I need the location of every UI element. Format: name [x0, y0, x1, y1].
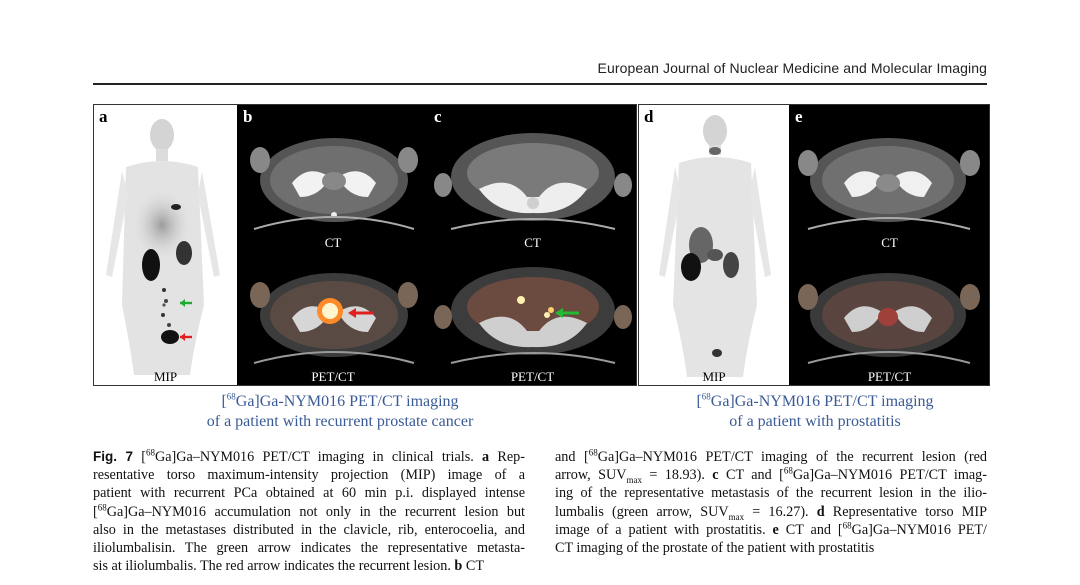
- panel-b-petct-label: PET/CT: [311, 369, 355, 384]
- journal-title: European Journal of Nuclear Medicine and Molecular Imaging: [597, 60, 987, 76]
- caption-text: patient with recurrent PCa obtained at 60 min p.i. displayed intense: [93, 485, 525, 502]
- panel-a-label: MIP: [153, 369, 178, 384]
- caption-line: [555, 448, 987, 466]
- panel-c-petct-label: PET/CT: [510, 369, 555, 384]
- group-caption-left: [150, 392, 530, 432]
- superscript: 68: [97, 501, 107, 512]
- panel-reference: a: [482, 449, 490, 465]
- panel-reference: d: [816, 503, 825, 520]
- caption-text: CT and [: [718, 467, 784, 484]
- caption-line: [93, 521, 525, 539]
- caption-text: = 18.93).: [641, 467, 713, 484]
- superscript: 68: [588, 447, 598, 458]
- caption-text: Ga]Ga-NYM016 PET/CT imaging: [710, 393, 934, 410]
- caption-line: [93, 448, 525, 466]
- caption-text: [: [93, 503, 98, 520]
- panel-b-ct-label: CT: [324, 235, 342, 250]
- caption-bracket: [: [221, 393, 227, 410]
- caption-text: Representative torso MIP: [824, 503, 987, 520]
- caption-text: Ga]Ga-NYM016 PET/CT imaging: [235, 393, 459, 410]
- caption-text: Ga]Ga–NYM016 PET/CT imag-: [792, 467, 987, 484]
- caption-text: image of a patient with prostatitis.: [555, 521, 773, 538]
- figure-caption-column-right: [555, 448, 987, 557]
- caption-text: arrow, SUV: [555, 467, 627, 484]
- figure-panel-group-left: [93, 104, 637, 386]
- panel-c-ct-petct: [429, 105, 636, 385]
- caption-line: [93, 466, 525, 484]
- caption-text: resentative torso maximum-intensity projection (MIP) image of a: [93, 467, 525, 484]
- caption-text: Ga]Ga–NYM016 PET/CT imaging in clinical trials.: [154, 449, 483, 465]
- panel-a-mip: [94, 105, 237, 385]
- caption-text: of a patient with prostatitis: [729, 413, 901, 430]
- caption-line: [93, 557, 525, 575]
- group-caption-right: [640, 392, 990, 432]
- panel-d-label: MIP: [702, 369, 726, 384]
- panel-letter-a: a: [99, 107, 108, 126]
- caption-line: [555, 521, 987, 539]
- caption-line: [555, 539, 987, 557]
- panel-e-petct-label: PET/CT: [867, 369, 912, 384]
- figure-label: Fig. 7: [93, 449, 133, 464]
- caption-text: and [: [555, 449, 589, 465]
- caption-text: = 16.27).: [744, 503, 817, 520]
- panel-b-ct-petct: [238, 105, 428, 385]
- panel-letter-c: c: [434, 107, 442, 126]
- caption-text: Ga]Ga–NYM016 PET/: [851, 521, 987, 538]
- panel-letter-e: e: [795, 107, 803, 126]
- caption-text: of a patient with recurrent prostate cancer: [206, 413, 474, 430]
- superscript: 68: [842, 520, 852, 531]
- superscript: 68: [145, 447, 155, 458]
- figure-panel-group-right: [638, 104, 990, 386]
- subscript: max: [728, 511, 745, 522]
- mip-image-a: [94, 105, 237, 385]
- caption-line: [93, 503, 525, 521]
- caption-text: sis at iliolumbalis. The red arrow indicates the recurrent lesion.: [93, 558, 455, 575]
- caption-text: CT: [462, 558, 484, 575]
- caption-text: CT imaging of the prostate of the patient with prostatitis: [555, 540, 875, 557]
- superscript: 68: [783, 465, 793, 476]
- caption-text: iliolumbalisin. The green arrow indicates the representative metasta-: [93, 540, 525, 557]
- header-rule: [93, 83, 987, 85]
- caption-text: Ga]Ga–NYM016 PET/CT imaging of the recurrent lesion (red: [597, 449, 987, 465]
- isotope-superscript: 68: [226, 391, 236, 402]
- panel-c-ct-label: CT: [524, 235, 541, 250]
- caption-line: [93, 539, 525, 557]
- panel-reference: b: [454, 558, 463, 575]
- figure-caption-column-left: [93, 448, 525, 575]
- isotope-superscript: 68: [701, 391, 711, 402]
- panel-reference: c: [712, 467, 719, 484]
- panel-letter-d: d: [644, 107, 654, 126]
- caption-line: [555, 466, 987, 484]
- caption-text: CT and [: [778, 521, 843, 538]
- caption-text: Rep-: [489, 449, 525, 465]
- caption-text: Ga]Ga–NYM016 accumulation not only in the recurrent lesion but: [106, 503, 525, 520]
- panel-e-ct-label: CT: [881, 235, 898, 250]
- subscript: max: [626, 475, 642, 486]
- mip-image-d: [639, 105, 789, 385]
- panel-e-ct-petct: [790, 105, 989, 385]
- panel-d-mip: [639, 105, 789, 385]
- caption-bracket: [: [696, 393, 702, 410]
- caption-line: [555, 484, 987, 502]
- panel-letter-b: b: [243, 107, 253, 126]
- caption-line: [555, 503, 987, 521]
- caption-text: also in the metastases distributed in the clavicle, rib, enterocoelia, and: [93, 521, 525, 538]
- caption-line: [93, 484, 525, 502]
- caption-text: ing of the representative metastasis of the recurrent lesion in the ilio-: [555, 485, 987, 502]
- panel-reference: e: [772, 521, 779, 538]
- caption-text: [: [132, 449, 146, 465]
- caption-text: lumbalis (green arrow, SUV: [555, 503, 729, 520]
